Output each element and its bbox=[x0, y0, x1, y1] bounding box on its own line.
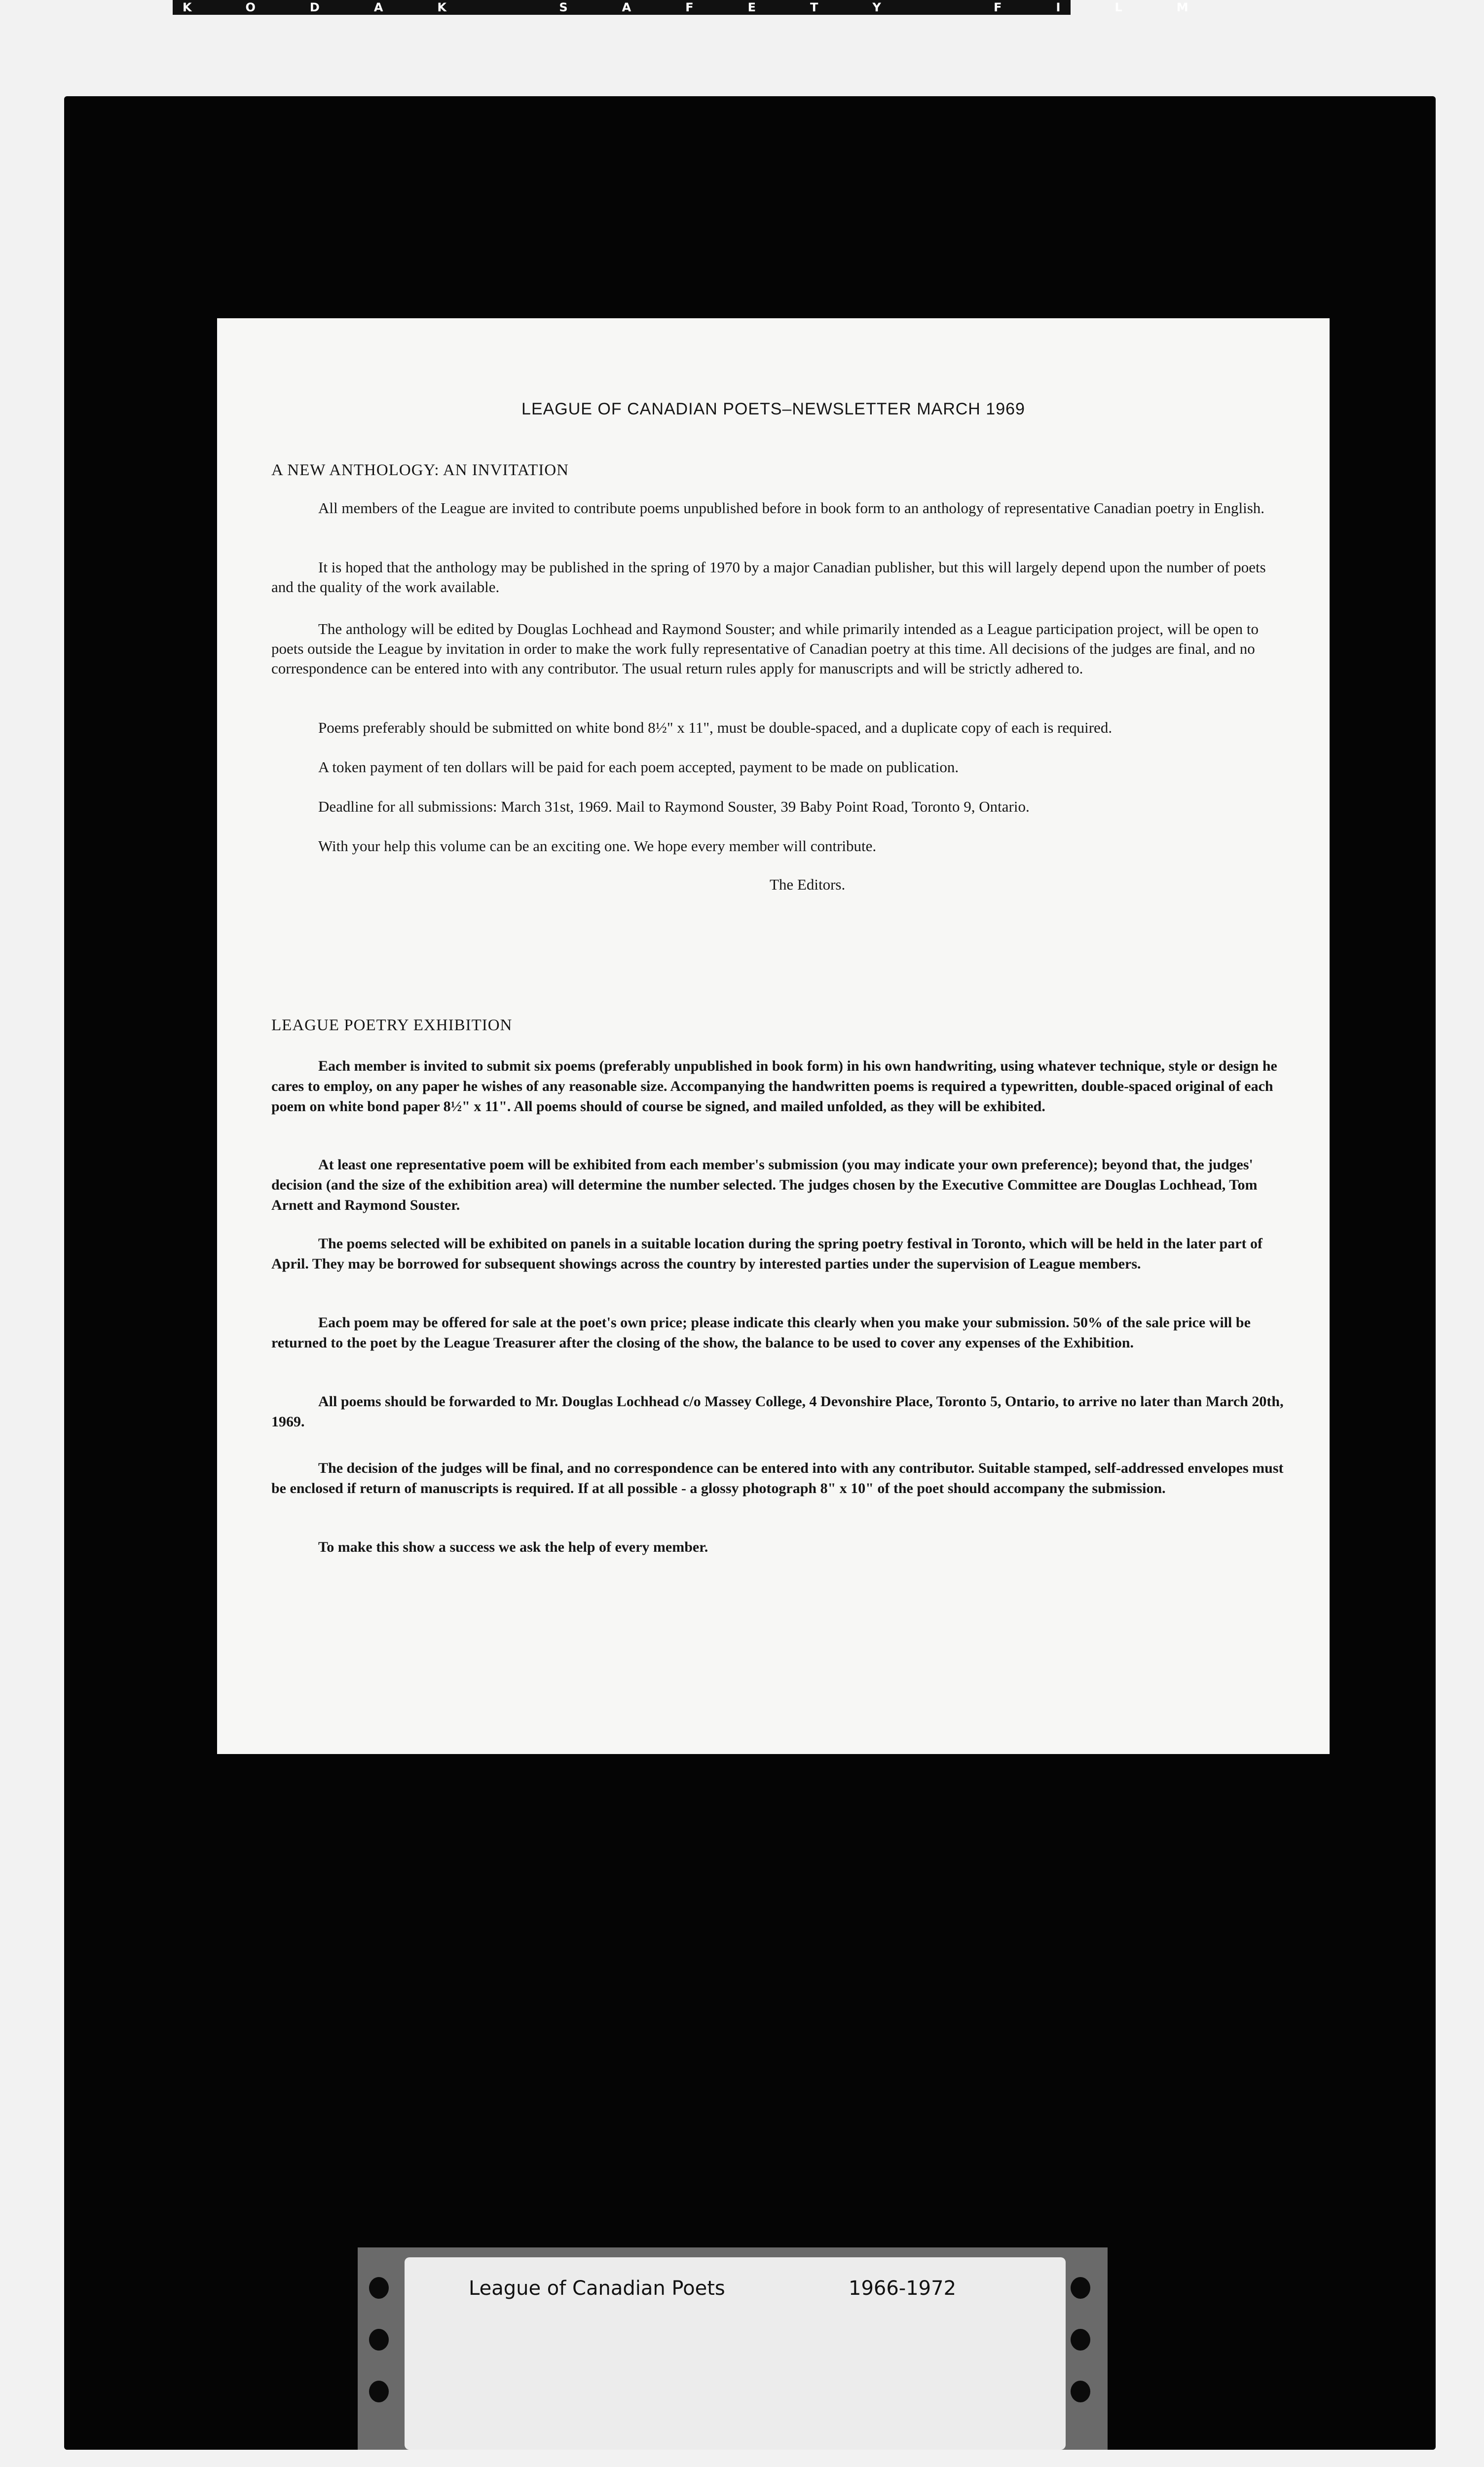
archive-label-years: 1966-1972 bbox=[849, 2277, 957, 2300]
editors-signature: The Editors. bbox=[770, 876, 846, 893]
paragraph: With your help this volume can be an exciting one. We hope every member will contribute. bbox=[318, 837, 877, 855]
archive-label-name: League of Canadian Poets bbox=[469, 2277, 725, 2300]
paragraph: It is hoped that the anthology may be published in the spring of 1970 by a major Canadian publisher, but this will largely depend upon the number of poets and the quality of the work available. bbox=[271, 559, 1266, 596]
paragraph: At least one representative poem will be exhibited from each member's submission (you may indicate your own preference); beyond that, the judges' decision (and the size of the exhibition area) will determine the number selected. The judges chosen by the Executive Committee are Douglas Lochhead, Tom Arnett and Raymond Souster. bbox=[271, 1157, 1258, 1213]
punch-hole-icon bbox=[1071, 2381, 1090, 2402]
paragraph: Each poem may be offered for sale at the poet's own price; please indicate this clearly when you make your submission. 50% of the sale price will be returned to the poet by the League Treasurer after the closing of the show, the balance to be used to cover any expenses of the Exhibition. bbox=[271, 1314, 1251, 1351]
paragraph: The decision of the judges will be final, and no correspondence can be entered into with any contributor. Suitable stamped, self-addressed envelopes must be enclosed if return of manuscripts is required. If at all possible - a glossy photograph 8" x 10" of the poet should accompany the submission. bbox=[271, 1460, 1284, 1496]
paragraph: Deadline for all submissions: March 31st, 1969. Mail to Raymond Souster, 39 Baby Point Road, Toronto 9, Ontario. bbox=[318, 798, 1030, 815]
section-heading-exhibition: LEAGUE POETRY EXHIBITION bbox=[271, 1016, 513, 1034]
punch-hole-icon bbox=[1071, 2277, 1090, 2299]
newsletter-page bbox=[217, 318, 1330, 1754]
paragraph: The anthology will be edited by Douglas Lochhead and Raymond Souster; and while primarily intended as a League participation project, will be open to poets outside the League by invitation in order to make the work fully representative of Canadian poetry at this time. All decisions of the judges are final, and no correspondence can be entered into with any contributor. The usual return rules apply for manuscripts and will be strictly adhered to. bbox=[271, 620, 1259, 677]
punch-hole-icon bbox=[369, 2329, 389, 2351]
paragraph: The poems selected will be exhibited on panels in a suitable location during the spring poetry festival in Toronto, which will be held in the later part of April. They may be borrowed for subsequent showings across the country by interested parties under the supervision of League members. bbox=[271, 1235, 1263, 1272]
punch-hole-icon bbox=[369, 2381, 389, 2402]
paragraph: All members of the League are invited to contribute poems unpublished before in book form to an anthology of representative Canadian poetry in English. bbox=[318, 499, 1265, 517]
paragraph: Each member is invited to submit six poems (preferably unpublished in book form) in his own handwriting, using whatever technique, style or design he cares to employ, on any paper he wishes of any reasonable size. Accompanying the handwritten poems is required a typewritten, double-spaced original of each poem on white bond paper 8½" x 11". All poems should of course be signed, and mailed unfolded, as they will be exhibited. bbox=[271, 1058, 1277, 1115]
archive-label-card bbox=[405, 2257, 1066, 2450]
paragraph: All poems should be forwarded to Mr. Douglas Lochhead c/o Massey College, 4 Devonshire Place, Toronto 5, Ontario, to arrive no later than March 20th, 1969. bbox=[271, 1393, 1284, 1430]
film-edge-strip: KODAK SAFETY FILM bbox=[173, 0, 1071, 15]
paragraph: A token payment of ten dollars will be paid for each poem accepted, payment to be made on publication. bbox=[318, 758, 959, 776]
punch-hole-icon bbox=[369, 2277, 389, 2299]
paragraph: Poems preferably should be submitted on white bond 8½" x 11", must be double-spaced, and a duplicate copy of each is required. bbox=[318, 719, 1113, 736]
punch-hole-icon bbox=[1071, 2329, 1090, 2351]
newsletter-title: LEAGUE OF CANADIAN POETS–NEWSLETTER MARCH 1969 bbox=[521, 400, 1025, 418]
paragraph: To make this show a success we ask the help of every member. bbox=[318, 1539, 708, 1555]
section-heading-anthology: A NEW ANTHOLOGY: AN INVITATION bbox=[271, 461, 569, 479]
